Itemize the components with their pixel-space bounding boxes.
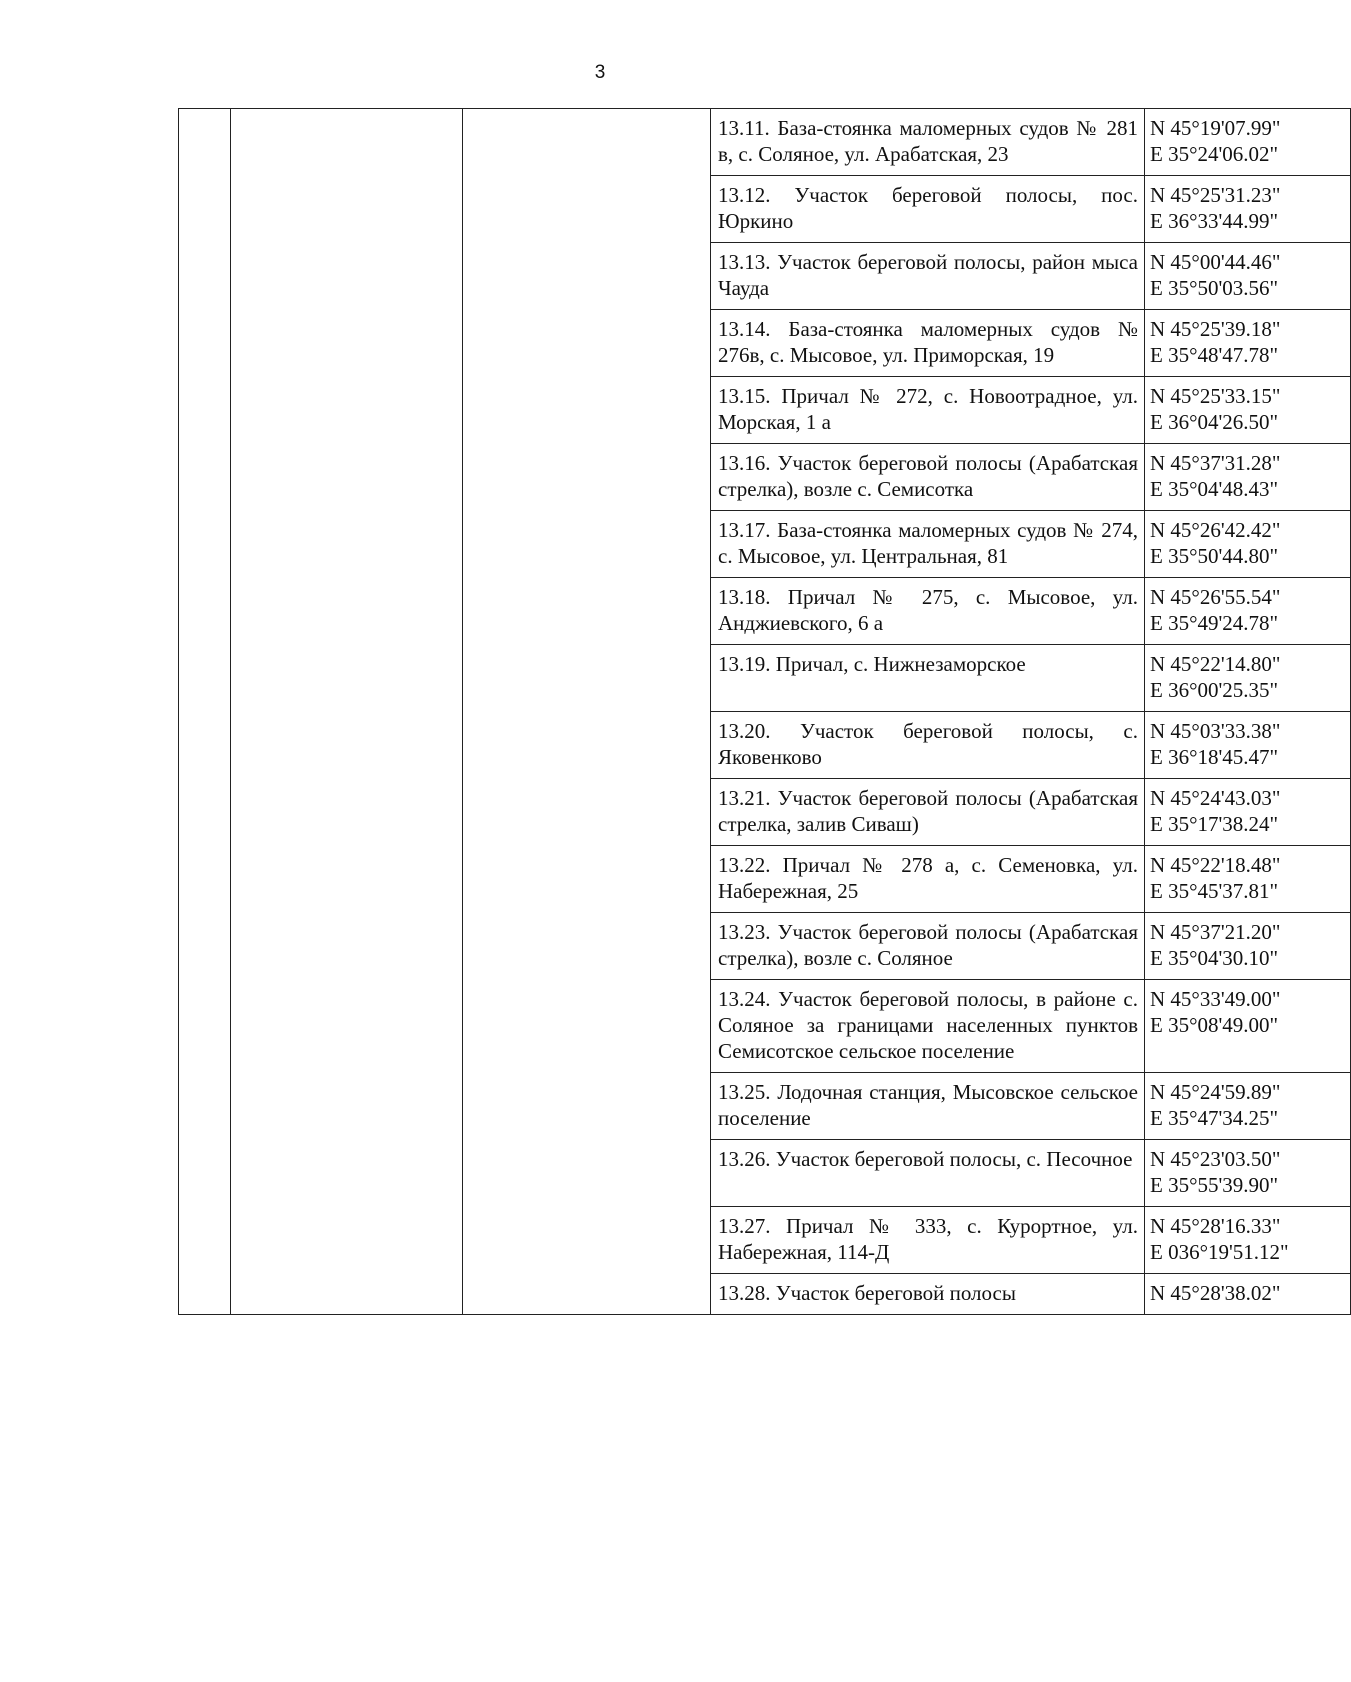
- table-row: [179, 377, 1351, 444]
- empty-cell: [231, 645, 463, 712]
- longitude: E 36°04'26.50": [1150, 410, 1279, 434]
- latitude: N 45°28'38.02": [1150, 1281, 1281, 1305]
- longitude: E 35°17'38.24": [1150, 812, 1279, 836]
- empty-cell: [463, 578, 711, 645]
- empty-cell: [463, 243, 711, 310]
- latitude: N 45°24'43.03": [1150, 786, 1281, 810]
- longitude: E 35°04'48.43": [1150, 477, 1279, 501]
- empty-cell: [231, 310, 463, 377]
- longitude: E 35°45'37.81": [1150, 879, 1279, 903]
- empty-cell: [179, 712, 231, 779]
- coordinates-cell: [1145, 1274, 1351, 1315]
- location-description: 13.25. Лодочная станция, Мысовское сельское поселение: [711, 1073, 1145, 1140]
- empty-cell: [179, 1140, 231, 1207]
- empty-cell: [179, 1073, 231, 1140]
- longitude: E 35°50'03.56": [1150, 276, 1279, 300]
- location-description: 13.24. Участок береговой полосы, в районе с. Соляное за границами населенных пунктов Семисотское сельское поселение: [711, 980, 1145, 1073]
- empty-cell: [179, 980, 231, 1073]
- empty-cell: [179, 444, 231, 511]
- coordinates-cell: [1145, 1140, 1351, 1207]
- empty-cell: [179, 377, 231, 444]
- coordinates-cell: [1145, 310, 1351, 377]
- empty-cell: [463, 1073, 711, 1140]
- table-row: [179, 913, 1351, 980]
- table-row: [179, 645, 1351, 712]
- empty-cell: [231, 444, 463, 511]
- coordinates-cell: [1145, 109, 1351, 176]
- coordinates-cell: [1145, 645, 1351, 712]
- empty-cell: [231, 1207, 463, 1274]
- longitude: E 036°19'51.12": [1150, 1240, 1289, 1264]
- location-description: 13.14. База-стоянка маломерных судов № 276в, с. Мысовое, ул. Приморская, 19: [711, 310, 1145, 377]
- latitude: N 45°26'42.42": [1150, 518, 1281, 542]
- latitude: N 45°22'14.80": [1150, 652, 1281, 676]
- empty-cell: [463, 1140, 711, 1207]
- empty-cell: [463, 1274, 711, 1315]
- coordinates-cell: [1145, 712, 1351, 779]
- empty-cell: [231, 913, 463, 980]
- location-description: 13.17. База-стоянка маломерных судов № 274, с. Мысовое, ул. Центральная, 81: [711, 511, 1145, 578]
- location-description: 13.26. Участок береговой полосы, с. Песочное: [711, 1140, 1145, 1207]
- latitude: N 45°26'55.54": [1150, 585, 1281, 609]
- empty-cell: [179, 779, 231, 846]
- latitude: N 45°03'33.38": [1150, 719, 1281, 743]
- empty-cell: [463, 109, 711, 176]
- empty-cell: [463, 779, 711, 846]
- latitude: N 45°24'59.89": [1150, 1080, 1281, 1104]
- empty-cell: [231, 846, 463, 913]
- empty-cell: [463, 913, 711, 980]
- empty-cell: [231, 980, 463, 1073]
- empty-cell: [463, 377, 711, 444]
- location-description: 13.19. Причал, с. Нижнезаморское: [711, 645, 1145, 712]
- empty-cell: [231, 712, 463, 779]
- table-row: [179, 176, 1351, 243]
- longitude: E 35°50'44.80": [1150, 544, 1279, 568]
- longitude: E 35°08'49.00": [1150, 1013, 1279, 1037]
- latitude: N 45°22'18.48": [1150, 853, 1281, 877]
- location-description: 13.11. База-стоянка маломерных судов № 281 в, с. Соляное, ул. Арабатская, 23: [711, 109, 1145, 176]
- coordinates-cell: [1145, 1073, 1351, 1140]
- empty-cell: [231, 176, 463, 243]
- coordinates-cell: [1145, 779, 1351, 846]
- coordinates-cell: [1145, 377, 1351, 444]
- table-row: [179, 1073, 1351, 1140]
- empty-cell: [179, 645, 231, 712]
- table-row: [179, 310, 1351, 377]
- table-row: [179, 1274, 1351, 1315]
- empty-cell: [231, 377, 463, 444]
- coordinates-cell: [1145, 913, 1351, 980]
- empty-cell: [179, 578, 231, 645]
- empty-cell: [231, 1274, 463, 1315]
- empty-cell: [463, 444, 711, 511]
- empty-cell: [231, 243, 463, 310]
- longitude: E 35°55'39.90": [1150, 1173, 1279, 1197]
- latitude: N 45°25'39.18": [1150, 317, 1281, 341]
- locations-table-body: [179, 109, 1351, 1315]
- empty-cell: [463, 1207, 711, 1274]
- location-description: 13.22. Причал № 278 а, с. Семеновка, ул. Набережная, 25: [711, 846, 1145, 913]
- latitude: N 45°25'31.23": [1150, 183, 1281, 207]
- coordinates-cell: [1145, 176, 1351, 243]
- coordinates-cell: [1145, 578, 1351, 645]
- coordinates-cell: [1145, 846, 1351, 913]
- longitude: E 36°18'45.47": [1150, 745, 1279, 769]
- location-description: 13.27. Причал № 333, с. Курортное, ул. Набережная, 114-Д: [711, 1207, 1145, 1274]
- empty-cell: [179, 846, 231, 913]
- location-description: 13.18. Причал № 275, с. Мысовое, ул. Анджиевского, 6 а: [711, 578, 1145, 645]
- location-description: 13.16. Участок береговой полосы (Арабатская стрелка), возле с. Семисотка: [711, 444, 1145, 511]
- table-row: [179, 578, 1351, 645]
- empty-cell: [179, 109, 231, 176]
- empty-cell: [463, 846, 711, 913]
- latitude: N 45°33'49.00": [1150, 987, 1281, 1011]
- longitude: E 36°00'25.35": [1150, 678, 1279, 702]
- empty-cell: [463, 176, 711, 243]
- coordinates-cell: [1145, 980, 1351, 1073]
- page-number: 3: [594, 62, 606, 83]
- location-description: 13.21. Участок береговой полосы (Арабатская стрелка, залив Сиваш): [711, 779, 1145, 846]
- table-row: [179, 712, 1351, 779]
- location-description: 13.13. Участок береговой полосы, район мыса Чауда: [711, 243, 1145, 310]
- empty-cell: [179, 176, 231, 243]
- empty-cell: [179, 310, 231, 377]
- table-row: [179, 243, 1351, 310]
- location-description: 13.23. Участок береговой полосы (Арабатская стрелка), возле с. Соляное: [711, 913, 1145, 980]
- latitude: N 45°25'33.15": [1150, 384, 1281, 408]
- table-row: [179, 1207, 1351, 1274]
- latitude: N 45°00'44.46": [1150, 250, 1281, 274]
- empty-cell: [463, 511, 711, 578]
- location-description: 13.15. Причал № 272, с. Новоотрадное, ул. Морская, 1 а: [711, 377, 1145, 444]
- locations-table: [178, 108, 1351, 1315]
- empty-cell: [231, 779, 463, 846]
- empty-cell: [179, 243, 231, 310]
- longitude: E 35°49'24.78": [1150, 611, 1279, 635]
- table-row: [179, 779, 1351, 846]
- empty-cell: [231, 109, 463, 176]
- coordinates-cell: [1145, 243, 1351, 310]
- table-row: [179, 846, 1351, 913]
- empty-cell: [463, 645, 711, 712]
- empty-cell: [231, 578, 463, 645]
- empty-cell: [231, 1073, 463, 1140]
- empty-cell: [231, 511, 463, 578]
- empty-cell: [231, 1140, 463, 1207]
- location-description: 13.12. Участок береговой полосы, пос. Юркино: [711, 176, 1145, 243]
- empty-cell: [463, 310, 711, 377]
- latitude: N 45°28'16.33": [1150, 1214, 1281, 1238]
- longitude: E 35°04'30.10": [1150, 946, 1279, 970]
- empty-cell: [179, 511, 231, 578]
- coordinates-cell: [1145, 511, 1351, 578]
- empty-cell: [179, 1274, 231, 1315]
- longitude: E 35°47'34.25": [1150, 1106, 1279, 1130]
- coordinates-cell: [1145, 444, 1351, 511]
- latitude: N 45°37'31.28": [1150, 451, 1281, 475]
- empty-cell: [463, 980, 711, 1073]
- location-description: 13.28. Участок береговой полосы: [711, 1274, 1145, 1315]
- table-row: [179, 109, 1351, 176]
- longitude: E 35°48'47.78": [1150, 343, 1279, 367]
- table-row: [179, 511, 1351, 578]
- latitude: N 45°19'07.99": [1150, 116, 1281, 140]
- location-description: 13.20. Участок береговой полосы, с. Яковенково: [711, 712, 1145, 779]
- longitude: E 36°33'44.99": [1150, 209, 1279, 233]
- latitude: N 45°37'21.20": [1150, 920, 1281, 944]
- longitude: E 35°24'06.02": [1150, 142, 1279, 166]
- coordinates-cell: [1145, 1207, 1351, 1274]
- latitude: N 45°23'03.50": [1150, 1147, 1281, 1171]
- table-row: [179, 1140, 1351, 1207]
- empty-cell: [463, 712, 711, 779]
- table-row: [179, 980, 1351, 1073]
- table-row: [179, 444, 1351, 511]
- empty-cell: [179, 913, 231, 980]
- empty-cell: [179, 1207, 231, 1274]
